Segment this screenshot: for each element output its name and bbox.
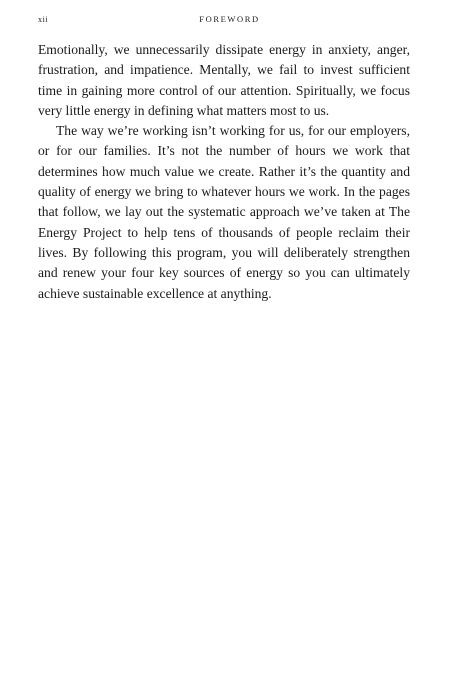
running-head bbox=[38, 13, 421, 27]
running-title: FOREWORD bbox=[199, 14, 260, 24]
paragraph-1: Emotionally, we unnecessarily dissipate energy in anxiety, anger, frustration, and impatience. Mentally, we fail to invest sufficient time in gaining more control of our attention. Spiritually, we focus very little energy in defining what matters most to us. bbox=[38, 42, 410, 118]
body-text bbox=[38, 40, 410, 304]
paragraph-2: The way we’re working isn’t working for us, for our employers, or for our families. It’s not the number of hours we work that determines how much value we create. Rather it’s the quantity and quality of energy we bring to whatever hours we work. In the pages that follow, we lay out the systematic approach we’ve taken at The Energy Project to help tens of thousands of people reclaim their lives. By following this program, you will deliberately strengthen and renew your four key sources of energy so you can ultimately achieve sustainable excellence at anything. bbox=[38, 123, 410, 301]
page-number: xii bbox=[38, 15, 49, 24]
